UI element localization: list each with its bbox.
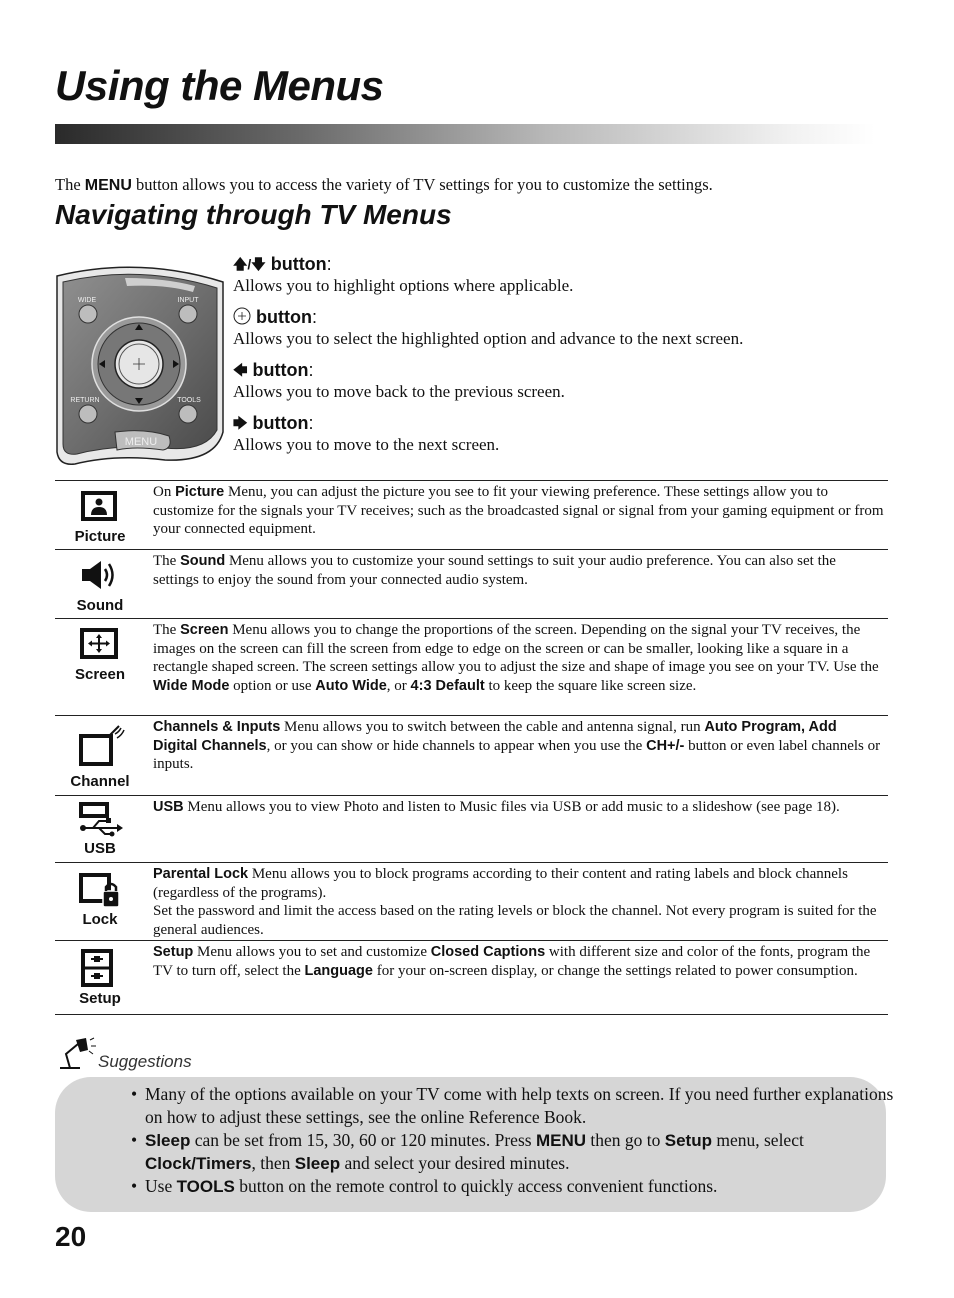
sound-description: The Sound Menu allows you to customize your sound settings to suit your audio preference. You can also set the settings to enjoy the sound from your connected audio system. bbox=[153, 553, 836, 588]
menu-row-picture bbox=[55, 481, 888, 550]
button-left: 🡄 button: Allows you to move back to the previous screen. bbox=[233, 360, 565, 401]
menu-keyword: MENU bbox=[84, 177, 132, 194]
channel-description: Channels & Inputs Menu allows you to switch between the cable and antenna signal, run Auto Program, Add Digital Channels, or you can show or hide channels to appear when you use the CH+/- button or even label channels or inputs. bbox=[153, 719, 881, 773]
lamp-icon bbox=[58, 1036, 98, 1070]
lock-icon bbox=[79, 873, 121, 909]
screen-icon bbox=[79, 628, 119, 660]
center-select-icon bbox=[233, 306, 251, 328]
lock-description: Parental Lock Menu allows you to block programs according to their content and rating labels and block channels (regardless of the programs). Set the password and limit the access based on the rating levels or block the channel. Not every program is suited for the general audiences. bbox=[153, 866, 877, 938]
bullet: • bbox=[131, 1176, 138, 1196]
setup-description: Setup Menu allows you to set and customize Closed Captions with different size and color of the fonts, program the TV to turn off, select the Language for your on-screen display, or change the settings related to power consumption. bbox=[153, 944, 871, 979]
menu-row-channel bbox=[55, 716, 888, 796]
setup-icon bbox=[79, 949, 119, 989]
lock-label: Lock bbox=[82, 911, 118, 928]
section-title: Navigating through TV Menus bbox=[55, 199, 452, 230]
screen-label: Screen bbox=[74, 666, 126, 683]
button-up-down: 🡅/🡇 button: Allows you to highlight options where applicable. bbox=[233, 254, 574, 295]
page-title: Using the Menus bbox=[55, 62, 384, 109]
menu-row-sound bbox=[55, 550, 888, 619]
suggestion-item: • Many of the options available on your TV come with help texts on screen. If you need further explanations on how to adjust these settings, see the online Reference Book. bbox=[131, 1084, 894, 1127]
channel-icon bbox=[79, 724, 125, 768]
remote-menu-label: MENU bbox=[124, 436, 158, 448]
remote-return-label: RETURN bbox=[70, 397, 100, 404]
suggestions-box bbox=[55, 1077, 894, 1212]
sound-label: Sound bbox=[76, 597, 124, 614]
picture-label: Picture bbox=[74, 528, 126, 545]
remote-wide-label: WIDE bbox=[77, 297, 97, 304]
button-select: button: Allows you to select the highlighted option and advance to the next screen. bbox=[233, 307, 744, 348]
usb-description: USB Menu allows you to view Photo and listen to Music files via USB or add music to a slideshow (see page 18). bbox=[153, 799, 840, 815]
remote-input-label: INPUT bbox=[177, 297, 199, 304]
menu-row-screen bbox=[55, 619, 888, 716]
menu-row-setup bbox=[55, 941, 888, 1015]
picture-description: On Picture Menu, you can adjust the picture you see to fit your viewing preference. These settings allow you to customize for the signals your TV receives; such as the broadcasted signal or signal from your gaming equipment or from your connected equipment. bbox=[153, 484, 884, 538]
setup-label: Setup bbox=[79, 990, 121, 1007]
button-right: 🡆 button: Allows you to move to the next screen. bbox=[233, 413, 500, 454]
usb-icon bbox=[79, 802, 127, 838]
bullet: • bbox=[131, 1130, 138, 1150]
right-arrow-icon: 🡆 bbox=[233, 415, 248, 431]
menu-row-lock bbox=[55, 863, 888, 941]
picture-icon bbox=[79, 491, 119, 523]
title-gradient-bar bbox=[55, 124, 875, 144]
left-arrow-icon: 🡄 bbox=[233, 362, 248, 378]
screen-description: The Screen Menu allows you to change the proportions of the screen. Depending on the signal your TV receives, the images on the screen can fill the screen from edge to edge on the screen or can be smaller, looking like a square in a rectangle shaped screen. The screen settings allow you to adjust the size and shape of image you see on your TV. Use the Wide Mode option or use Auto Wide, or 4:3 Default to keep the square like screen size. bbox=[153, 622, 879, 694]
intro-paragraph: The MENU button allows you to access the variety of TV settings for you to customize the settings. bbox=[55, 175, 713, 194]
suggestions-heading: Suggestions bbox=[98, 1052, 192, 1071]
suggestion-item: • Use TOOLS button on the remote control to quickly access convenient functions. bbox=[131, 1176, 718, 1196]
page-number: 20 bbox=[55, 1221, 87, 1252]
menu-table bbox=[55, 480, 888, 1015]
channel-label: Channel bbox=[70, 773, 130, 790]
suggestion-item: • Sleep can be set from 15, 30, 60 or 120 minutes. Press MENU then go to Setup menu, select Clock/Timers, then Sleep and select your desired minutes. bbox=[131, 1130, 804, 1173]
speaker-icon bbox=[79, 558, 121, 592]
menu-row-usb bbox=[55, 796, 888, 863]
up-down-arrows-icon: 🡅/🡇 bbox=[233, 256, 266, 272]
bullet: • bbox=[131, 1084, 138, 1104]
remote-control-illustration bbox=[55, 262, 225, 466]
remote-tools-label: TOOLS bbox=[177, 397, 201, 404]
usb-label: USB bbox=[84, 840, 116, 857]
